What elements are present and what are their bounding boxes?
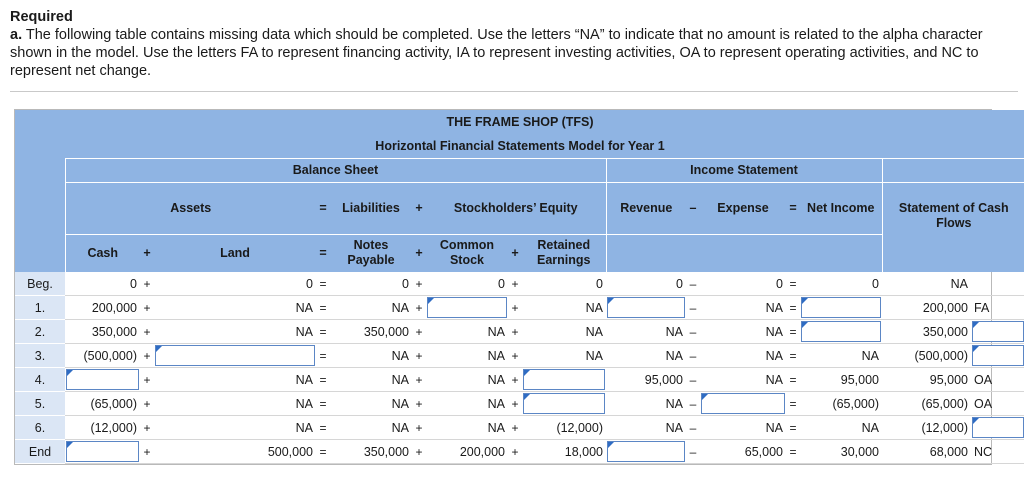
common-stock-cell: NA bbox=[426, 416, 508, 440]
cash-flow-activity-input[interactable] bbox=[971, 416, 1024, 440]
table-row bbox=[15, 416, 1024, 440]
cash-flow-amount-cell: (500,000) bbox=[882, 344, 971, 368]
model-title: Horizontal Financial Statements Model for Year 1 bbox=[15, 134, 1024, 158]
cash-flow-amount-cell: NA bbox=[882, 272, 971, 296]
equals-sign: = bbox=[316, 368, 330, 392]
notes-payable-cell: NA bbox=[330, 296, 412, 320]
retained-earnings-cell: 18,000 bbox=[522, 440, 606, 464]
equals-sign: = bbox=[786, 296, 800, 320]
cash-cell: (500,000) bbox=[65, 344, 140, 368]
input-box[interactable] bbox=[66, 369, 139, 390]
plus-sign: + bbox=[508, 296, 522, 320]
equals-sign: = bbox=[316, 320, 330, 344]
equals-sign: = bbox=[316, 272, 330, 296]
land-cell: NA bbox=[154, 296, 316, 320]
equals-sign: = bbox=[316, 296, 330, 320]
land-input[interactable] bbox=[154, 344, 316, 368]
expense-cell: NA bbox=[700, 320, 786, 344]
expense-header: Expense bbox=[700, 182, 786, 234]
cash-flow-amount-cell: 68,000 bbox=[882, 440, 971, 464]
retained-earnings-input[interactable] bbox=[522, 368, 606, 392]
notes-payable-cell: 350,000 bbox=[330, 320, 412, 344]
part-label: a. bbox=[10, 27, 23, 43]
retained-earnings-input[interactable] bbox=[522, 392, 606, 416]
expense-cell: 0 bbox=[700, 272, 786, 296]
minus-sign: – bbox=[686, 320, 700, 344]
cash-flow-amount-cell: 200,000 bbox=[882, 296, 971, 320]
plus-sign: + bbox=[140, 296, 154, 320]
cash-cell: 350,000 bbox=[65, 320, 140, 344]
plus-sign: + bbox=[508, 344, 522, 368]
income-statement-header: Income Statement bbox=[606, 158, 882, 182]
input-box[interactable] bbox=[607, 297, 685, 318]
cash-flows-top-spacer bbox=[882, 158, 1024, 182]
horizontal-model-table bbox=[15, 110, 1024, 464]
land-cell: NA bbox=[154, 416, 316, 440]
row-label: 3. bbox=[15, 344, 65, 368]
minus-sign: – bbox=[686, 344, 700, 368]
expense-cell: NA bbox=[700, 344, 786, 368]
row-label: 2. bbox=[15, 320, 65, 344]
land-cell: NA bbox=[154, 368, 316, 392]
revenue-cell: NA bbox=[606, 344, 686, 368]
table-row bbox=[15, 344, 1024, 368]
retained-earnings-cell: NA bbox=[522, 344, 606, 368]
input-box[interactable] bbox=[523, 369, 605, 390]
expense-cell: NA bbox=[700, 296, 786, 320]
equals-sign: = bbox=[316, 392, 330, 416]
common-stock-cell: 0 bbox=[426, 272, 508, 296]
equals-sign: = bbox=[786, 416, 800, 440]
cash-input[interactable] bbox=[65, 368, 140, 392]
plus-sign: + bbox=[140, 440, 154, 464]
row-label: 5. bbox=[15, 392, 65, 416]
row-label: 1. bbox=[15, 296, 65, 320]
cash-flow-activity-cell bbox=[971, 272, 1024, 296]
input-box[interactable] bbox=[427, 297, 507, 318]
revenue-cell: NA bbox=[606, 320, 686, 344]
plus-sign: + bbox=[412, 272, 426, 296]
land-header: Land bbox=[154, 234, 316, 272]
plus-sign: + bbox=[140, 416, 154, 440]
cash-flow-amount-cell: (12,000) bbox=[882, 416, 971, 440]
notes-payable-cell: 350,000 bbox=[330, 440, 412, 464]
instructions bbox=[10, 8, 1010, 80]
table-row bbox=[15, 368, 1024, 392]
revenue-header: Revenue bbox=[606, 182, 686, 234]
balance-sheet-header: Balance Sheet bbox=[65, 158, 606, 182]
net-income-cell: 0 bbox=[800, 272, 882, 296]
equals-sign: = bbox=[316, 440, 330, 464]
table-row bbox=[15, 392, 1024, 416]
model-table-container bbox=[14, 109, 1009, 465]
retained-earnings-cell: 0 bbox=[522, 272, 606, 296]
table-row bbox=[15, 296, 1024, 320]
expense-cell: NA bbox=[700, 416, 786, 440]
plus-sign: + bbox=[140, 272, 154, 296]
equals-sign: = bbox=[786, 320, 800, 344]
instructions-body: The following table contains missing data which should be completed. Use the letters “NA” to indicate that no amount is related to the alpha character shown in the model. Use the letters FA to represent financing activity, IA to represent investing activities, OA to represent operating activities, and NC to represent net change. bbox=[10, 27, 983, 79]
revenue-input[interactable] bbox=[606, 440, 686, 464]
input-box[interactable] bbox=[972, 417, 1024, 438]
cash-cell: (12,000) bbox=[65, 416, 140, 440]
expense-cell: NA bbox=[700, 368, 786, 392]
plus-sign: + bbox=[412, 392, 426, 416]
retained-earnings-cell: NA bbox=[522, 296, 606, 320]
plus-sign: + bbox=[140, 392, 154, 416]
net-income-input[interactable] bbox=[800, 320, 882, 344]
plus-sign: + bbox=[508, 392, 522, 416]
plus-sign: + bbox=[412, 344, 426, 368]
input-box[interactable] bbox=[972, 321, 1024, 342]
equals-sign: = bbox=[786, 272, 800, 296]
plus-sign: + bbox=[508, 416, 522, 440]
notes-payable-cell: NA bbox=[330, 344, 412, 368]
input-box[interactable] bbox=[801, 297, 881, 318]
equals-sign: = bbox=[316, 234, 330, 272]
notes-payable-cell: 0 bbox=[330, 272, 412, 296]
required-heading: Required bbox=[10, 9, 73, 25]
row-label: 6. bbox=[15, 416, 65, 440]
plus-sign: + bbox=[412, 416, 426, 440]
notes-payable-cell: NA bbox=[330, 416, 412, 440]
cash-flow-activity-cell: NC bbox=[971, 440, 1024, 464]
plus-sign: + bbox=[412, 182, 426, 234]
plus-sign: + bbox=[140, 344, 154, 368]
plus-sign: + bbox=[508, 368, 522, 392]
equals-sign: = bbox=[786, 368, 800, 392]
input-box[interactable] bbox=[701, 393, 785, 414]
cash-flow-activity-cell: OA bbox=[971, 392, 1024, 416]
income-statement-spacer bbox=[606, 234, 882, 272]
expense-input[interactable] bbox=[700, 392, 786, 416]
retained-earnings-header: Retained Earnings bbox=[522, 234, 606, 272]
common-stock-cell: NA bbox=[426, 320, 508, 344]
land-cell: 500,000 bbox=[154, 440, 316, 464]
table-row bbox=[15, 272, 1024, 296]
cash-flow-amount-cell: 350,000 bbox=[882, 320, 971, 344]
company-name: THE FRAME SHOP (TFS) bbox=[15, 110, 1024, 134]
revenue-cell: 0 bbox=[606, 272, 686, 296]
cash-flow-activity-cell: OA bbox=[971, 368, 1024, 392]
plus-sign: + bbox=[140, 320, 154, 344]
minus-sign: – bbox=[686, 182, 700, 234]
net-income-cell: NA bbox=[800, 344, 882, 368]
plus-sign: + bbox=[140, 368, 154, 392]
net-income-header: Net Income bbox=[800, 182, 882, 234]
equals-sign: = bbox=[786, 344, 800, 368]
common-stock-cell: 200,000 bbox=[426, 440, 508, 464]
cash-flow-amount-cell: 95,000 bbox=[882, 368, 971, 392]
minus-sign: – bbox=[686, 392, 700, 416]
net-income-cell: (65,000) bbox=[800, 392, 882, 416]
cash-cell: 200,000 bbox=[65, 296, 140, 320]
common-stock-cell: NA bbox=[426, 392, 508, 416]
cash-flow-activity-input[interactable] bbox=[971, 344, 1024, 368]
equals-sign: = bbox=[316, 416, 330, 440]
plus-sign: + bbox=[412, 320, 426, 344]
input-box[interactable] bbox=[972, 345, 1024, 366]
net-income-cell: 30,000 bbox=[800, 440, 882, 464]
notes-payable-cell: NA bbox=[330, 392, 412, 416]
revenue-input[interactable] bbox=[606, 296, 686, 320]
common-stock-header: Common Stock bbox=[426, 234, 508, 272]
revenue-cell: NA bbox=[606, 416, 686, 440]
row-label: End bbox=[15, 440, 65, 464]
liabilities-header: Liabilities bbox=[330, 182, 412, 234]
cash-input[interactable] bbox=[65, 440, 140, 464]
notes-payable-header: Notes Payable bbox=[330, 234, 412, 272]
plus-sign: + bbox=[140, 234, 154, 272]
notes-payable-cell: NA bbox=[330, 368, 412, 392]
plus-sign: + bbox=[412, 234, 426, 272]
revenue-cell: 95,000 bbox=[606, 368, 686, 392]
net-income-cell: 95,000 bbox=[800, 368, 882, 392]
retained-earnings-cell: (12,000) bbox=[522, 416, 606, 440]
minus-sign: – bbox=[686, 368, 700, 392]
plus-sign: + bbox=[508, 234, 522, 272]
input-box[interactable] bbox=[66, 441, 139, 462]
cash-flow-activity-input[interactable] bbox=[971, 320, 1024, 344]
table-row bbox=[15, 440, 1024, 464]
table-row bbox=[15, 320, 1024, 344]
minus-sign: – bbox=[686, 416, 700, 440]
net-income-input[interactable] bbox=[800, 296, 882, 320]
equals-sign: = bbox=[786, 440, 800, 464]
cash-header: Cash bbox=[65, 234, 140, 272]
cash-flows-header: Statement of Cash Flows bbox=[882, 182, 1024, 272]
row-label-header bbox=[15, 158, 65, 272]
common-stock-input[interactable] bbox=[426, 296, 508, 320]
instructions-text bbox=[10, 26, 1010, 80]
cash-cell: (65,000) bbox=[65, 392, 140, 416]
cash-flow-activity-cell: FA bbox=[971, 296, 1024, 320]
minus-sign: – bbox=[686, 272, 700, 296]
input-box[interactable] bbox=[155, 345, 315, 366]
plus-sign: + bbox=[508, 272, 522, 296]
row-label: 4. bbox=[15, 368, 65, 392]
minus-sign: – bbox=[686, 296, 700, 320]
common-stock-cell: NA bbox=[426, 344, 508, 368]
retained-earnings-cell: NA bbox=[522, 320, 606, 344]
assets-header: Assets bbox=[65, 182, 316, 234]
equals-sign: = bbox=[786, 182, 800, 234]
plus-sign: + bbox=[412, 296, 426, 320]
net-income-cell: NA bbox=[800, 416, 882, 440]
plus-sign: + bbox=[412, 368, 426, 392]
equals-sign: = bbox=[786, 392, 800, 416]
divider bbox=[10, 91, 1018, 92]
header-rows bbox=[15, 110, 1024, 272]
equals-sign: = bbox=[316, 344, 330, 368]
data-rows bbox=[15, 272, 1024, 464]
equals-sign: = bbox=[316, 182, 330, 234]
expense-cell: 65,000 bbox=[700, 440, 786, 464]
revenue-cell: NA bbox=[606, 392, 686, 416]
plus-sign: + bbox=[508, 440, 522, 464]
land-cell: 0 bbox=[154, 272, 316, 296]
cash-flow-amount-cell: (65,000) bbox=[882, 392, 971, 416]
row-label: Beg. bbox=[15, 272, 65, 296]
plus-sign: + bbox=[508, 320, 522, 344]
minus-sign: – bbox=[686, 440, 700, 464]
plus-sign: + bbox=[412, 440, 426, 464]
common-stock-cell: NA bbox=[426, 368, 508, 392]
input-box[interactable] bbox=[801, 321, 881, 342]
input-box[interactable] bbox=[607, 441, 685, 462]
equity-header: Stockholders’ Equity bbox=[426, 182, 606, 234]
land-cell: NA bbox=[154, 392, 316, 416]
input-box[interactable] bbox=[523, 393, 605, 414]
land-cell: NA bbox=[154, 320, 316, 344]
cash-cell: 0 bbox=[65, 272, 140, 296]
